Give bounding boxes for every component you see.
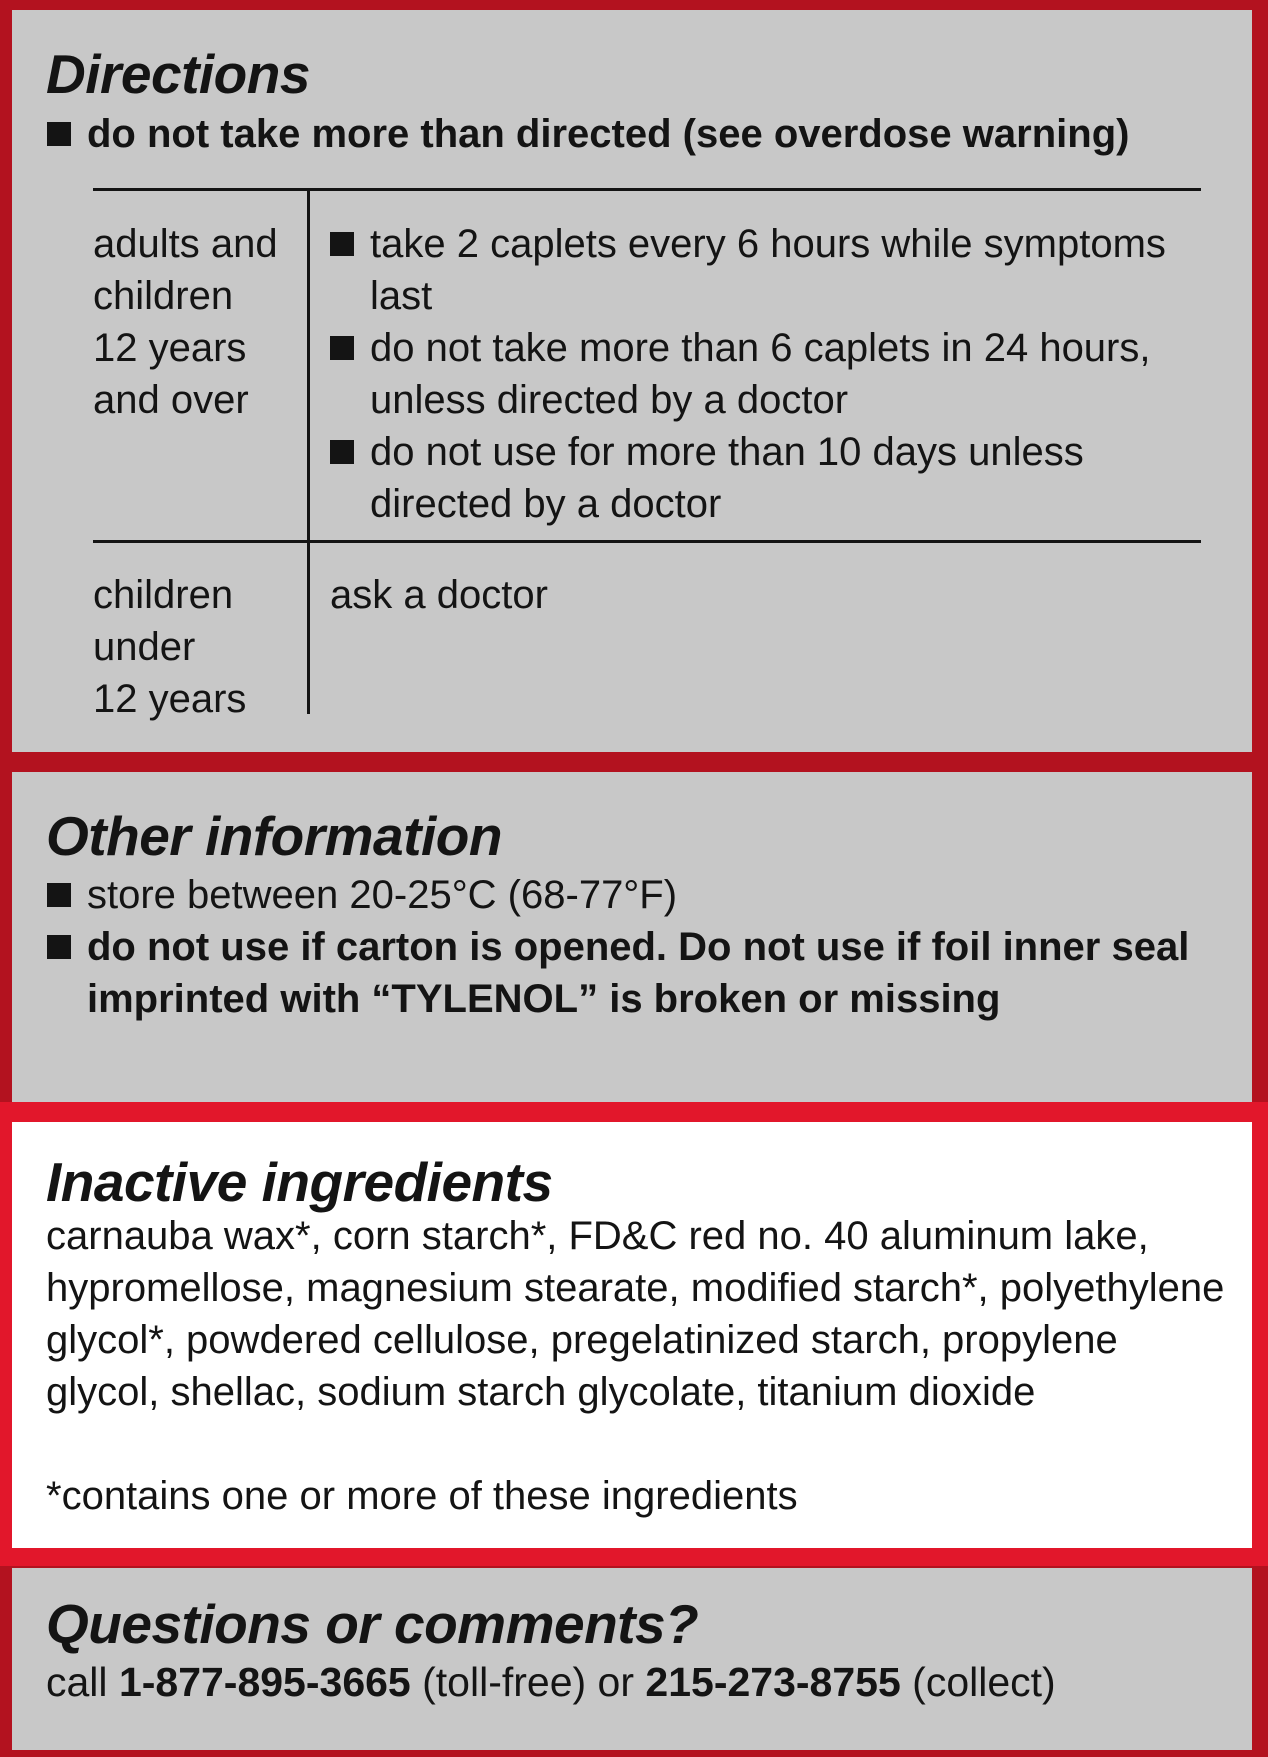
age-group-children: children under 12 years (93, 573, 247, 721)
other-information-list (47, 869, 1227, 1025)
bullet-square-icon (47, 122, 71, 146)
toll-free-label: (toll-free) or (422, 1659, 635, 1705)
inactive-ingredients-heading: Inactive ingredients (46, 1151, 553, 1213)
table-column-divider (307, 190, 310, 714)
other-information-item (47, 921, 1227, 1025)
tamper-warning-text: do not use if carton is opened. Do not use if foil inner seal imprinted with “TYLENOL” is broken or missing (87, 925, 1190, 1021)
inactive-ingredients-footnote: *contains one or more of these ingredients (46, 1474, 798, 1518)
bullet-square-icon (47, 935, 71, 959)
toll-free-number: 1-877-895-3665 (118, 1659, 411, 1705)
dosage-item-text: do not take more than 6 caplets in 24 hours, unless directed by a doctor (370, 326, 1151, 422)
bullet-square-icon (330, 440, 354, 464)
contact-line (46, 1656, 1056, 1708)
collect-number: 215-273-8755 (645, 1659, 901, 1705)
inactive-ingredients-list: carnauba wax*, corn starch*, FD&C red no. 40 aluminum lake, hypromellose, magnesium stearate, modified starch*, polyethylene glycol*, powdered cellulose, pregelatinized starch, propylene glycol, shellac, sodium starch glycolate, titanium dioxide (46, 1214, 1225, 1414)
other-information-item (47, 869, 1227, 921)
dosage-item-text: take 2 caplets every 6 hours while symptoms last (370, 222, 1166, 318)
call-prefix: call (46, 1659, 108, 1705)
dosage-item-text: do not use for more than 10 days unless directed by a doctor (370, 430, 1084, 526)
directions-warning-text: do not take more than directed (see overdose warning) (87, 112, 1130, 156)
table-top-rule (93, 188, 1201, 191)
dosage-item (330, 218, 1190, 322)
directions-section (12, 10, 1252, 752)
other-information-heading: Other information (46, 805, 502, 867)
bullet-square-icon (330, 232, 354, 256)
table-middle-rule (93, 540, 1201, 543)
directions-heading: Directions (46, 43, 310, 105)
dosage-item (330, 322, 1190, 426)
collect-label: (collect) (912, 1659, 1056, 1705)
bullet-square-icon (47, 883, 71, 907)
other-information-section (12, 772, 1252, 1102)
directions-warning (47, 108, 1129, 160)
age-group-adults: adults and children 12 years and over (93, 222, 278, 422)
children-dosage-text: ask a doctor (330, 573, 548, 617)
bullet-square-icon (330, 336, 354, 360)
storage-text: store between 20-25°C (68-77°F) (87, 873, 678, 917)
questions-section (12, 1568, 1252, 1750)
questions-heading: Questions or comments? (46, 1593, 699, 1655)
dosage-item (330, 426, 1190, 530)
adult-dosage-list (330, 218, 1190, 530)
inactive-ingredients-section (12, 1122, 1252, 1548)
